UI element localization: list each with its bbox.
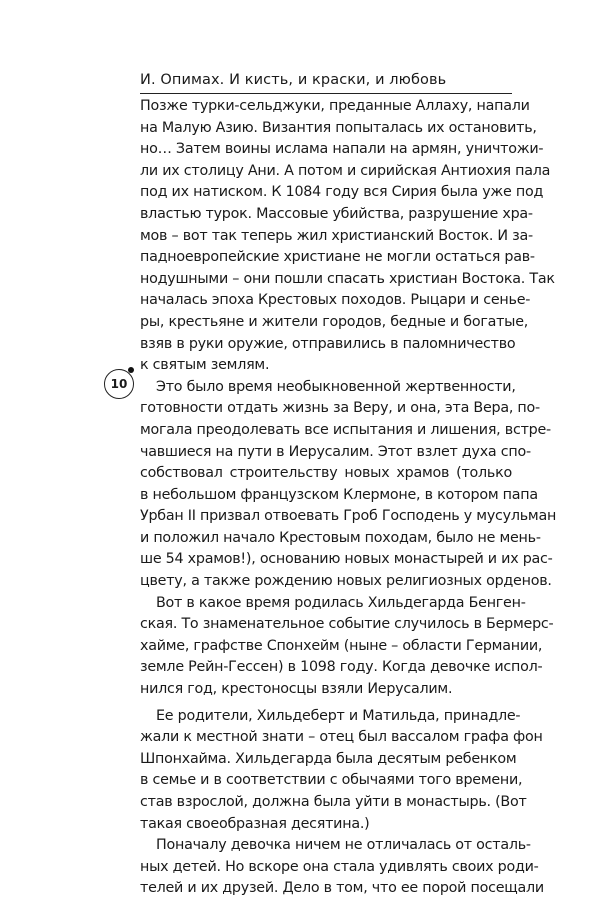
text-line: на Малую Азию. Византия попыталась их остановить, xyxy=(140,119,537,136)
text-line: Это было время необыкновенной жертвенности, xyxy=(156,378,516,395)
page-number: 10 xyxy=(110,377,128,391)
text-line: Позже турки-сельджуки, преданные Аллаху, напали xyxy=(140,98,530,114)
text-line: к святым землям. xyxy=(140,357,270,374)
text-line: ше 54 храмов!), основанию новых монастырей и их рас- xyxy=(140,551,553,568)
text-line: нодушными – они пошли спасать христиан Востока. Так xyxy=(140,270,555,287)
text-line: мов – вот так теперь жил христианский Восток. И за- xyxy=(140,227,533,244)
text-line: нился год, крестоносцы взяли Иерусалим. xyxy=(140,681,453,698)
page-number-dot xyxy=(128,367,134,373)
paragraph-5 xyxy=(140,835,544,900)
text-line: ли их столицу Ани. А потом и сирийская Антиохия пала xyxy=(140,162,551,179)
running-head: И. Опимах. И кисть, и краски, и любовь xyxy=(140,72,447,88)
text-line: готовности отдать жизнь за Веру, и она, эта Вера, по- xyxy=(140,400,540,417)
text-line: могала преодолевать все испытания и лишения, встре- xyxy=(140,421,551,438)
text-line: Вот в какое время родилась Хильдегарда Бенген- xyxy=(156,594,526,611)
text-line: ных детей. Но вскоре она стала удивлять своих роди- xyxy=(140,858,539,875)
text-line: земле Рейн-Гессен) в 1098 году. Когда девочке испол- xyxy=(140,659,543,676)
text-line: властью турок. Массовые убийства, разрушение хра- xyxy=(140,205,533,222)
header-rule xyxy=(140,93,512,94)
text-line: цвету, а также рождению новых религиозных орденов. xyxy=(140,573,552,590)
paragraph-1 xyxy=(140,96,555,377)
text-line: Урбан II призвал отвоевать Гроб Господень у мусульман xyxy=(140,508,557,525)
text-line: телей и их друзей. Дело в том, что ее порой посещали xyxy=(140,880,544,897)
text-line: хайме, графстве Спонхейм (ныне – области Германии, xyxy=(140,637,543,654)
text-line: чавшиеся на пути в Иерусалим. Этот взлет духа спо- xyxy=(140,443,531,460)
page-number-badge xyxy=(104,369,134,399)
text-line: и положил начало Крестовым походам, было не мень- xyxy=(140,529,541,546)
text-line: жали к местной знати – отец был вассалом графа фон xyxy=(140,729,543,746)
text-line: под их натиском. К 1084 году вся Сирия была уже под xyxy=(140,184,544,201)
body-text xyxy=(140,96,557,900)
text-line: собствовал строительству новых храмов (только xyxy=(140,465,512,482)
text-line: началась эпоха Крестовых походов. Рыцари и сенье- xyxy=(140,292,531,309)
paragraph-2 xyxy=(140,377,557,593)
text-line: став взрослой, должна была уйти в монастырь. (Вот xyxy=(140,794,527,810)
text-line: ская. То знаменательное событие случилось в Бермерс- xyxy=(140,616,554,633)
text-line: Ее родители, Хильдеберт и Матильда, принадле- xyxy=(156,707,521,724)
text-line: падноевропейские христиане не могли остаться рав- xyxy=(140,249,535,266)
text-line: в небольшом французском Клермоне, в котором папа xyxy=(140,486,538,503)
paragraph-3 xyxy=(140,593,554,701)
text-line: ры, крестьяне и жители городов, бедные и богатые, xyxy=(140,313,529,330)
paragraph-4 xyxy=(140,706,543,836)
text-line: Поначалу девочка ничем не отличалась от осталь- xyxy=(156,837,531,854)
text-line: Шпонхайма. Хильдегарда была десятым ребенком xyxy=(140,750,517,767)
text-line: такая своеобразная десятина.) xyxy=(140,815,370,832)
text-line: взяв в руки оружие, отправились в паломничество xyxy=(140,335,516,352)
text-line: но… Затем воины ислама напали на армян, уничтожи- xyxy=(140,141,544,158)
text-line: в семье и в соответствии с обычаями того времени, xyxy=(140,772,523,789)
